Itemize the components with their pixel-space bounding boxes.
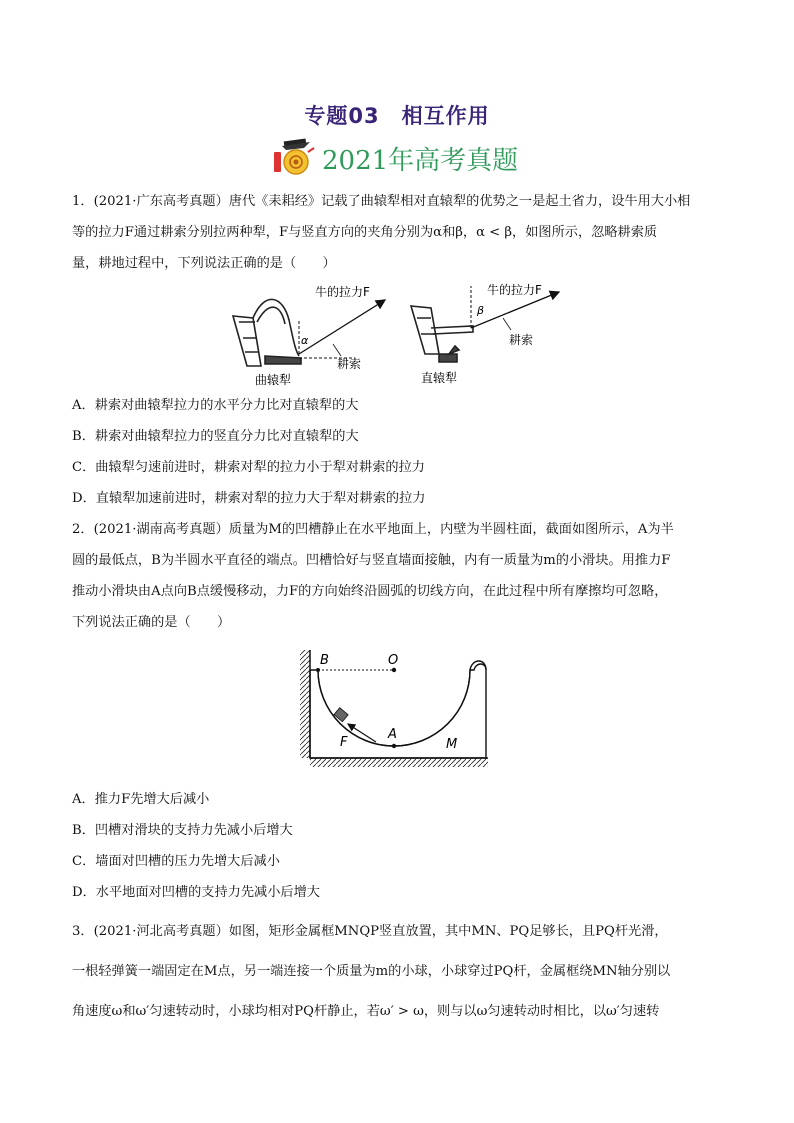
point-o: [392, 668, 396, 672]
left-rope-label: 耕索: [337, 357, 362, 371]
q1-stem-line-2: 等的拉力F通过耕索分别拉两种犁，F与竖直方向的夹角分别为α和β，α < β，如图所示，忽略耕索质: [72, 225, 658, 240]
q1-plough-figure: [225, 278, 585, 390]
q2-groove-figure: [296, 644, 496, 774]
right-rope-force-arrow: [471, 292, 559, 328]
label-f: F: [340, 735, 348, 750]
point-b: [316, 668, 320, 672]
straight-plough-drawing: [411, 306, 473, 362]
q1-stem-line-1: 1．(2021·广东高考真题）唐代《耒耜经》记载了曲辕犁相对直辕犁的优势之一是起土省力，设牛用大小相: [72, 194, 691, 209]
curved-plough-drawing: [233, 299, 301, 366]
q1-option-d[interactable]: D．直辕犁加速前进时，耕索对犁的拉力大于犁对耕索的拉力: [72, 491, 426, 506]
subtitle-banner: [270, 138, 530, 178]
right-rope-label: 耕索: [509, 333, 534, 347]
q3-stem-line-1: 3．(2021·河北高考真题）如图，矩形金属框MNQP竖直放置，其中MN、PQ足够长，且PQ杆光滑，: [72, 924, 668, 939]
left-angle-label: α: [301, 334, 309, 347]
left-force-label: 牛的拉力F: [315, 285, 370, 299]
exam-badge-icon: [274, 138, 318, 178]
page-subtitle: 2021年高考真题: [322, 146, 519, 176]
left-rope-force-arrow: [299, 300, 385, 354]
right-caption: 直辕犁: [421, 371, 458, 385]
q2-option-d[interactable]: D．水平地面对凹槽的支持力先减小后增大: [72, 885, 320, 900]
wall-hatch: [300, 650, 310, 758]
q3-stem-line-3: 角速度ω和ω′匀速转动时，小球均相对PQ杆静止，若ω′ > ω，则与以ω匀速转动时相比，以ω′匀速转: [72, 1004, 660, 1019]
q1-option-a[interactable]: A．耕索对曲辕犁拉力的水平分力比对直辕犁的大: [72, 398, 359, 413]
label-o: O: [388, 653, 399, 668]
q3-stem-line-2: 一根轻弹簧一端固定在M点，另一端连接一个质量为m的小球，小球穿过PQ杆，金属框绕MN轴分别以: [72, 964, 671, 979]
q1-option-c[interactable]: C．曲辕犁匀速前进时，耕索对犁的拉力小于犁对耕索的拉力: [72, 460, 425, 475]
page-title: 专题03 相互作用: [304, 104, 490, 128]
q2-stem-line-2: 圆的最低点，B为半圆水平直径的端点。凹槽恰好与竖直墙面接触，内有一质量为m的小滑块。用推力F: [72, 553, 671, 568]
q2-option-a[interactable]: A．推力F先增大后减小: [72, 792, 210, 807]
label-b: B: [320, 653, 329, 668]
groove-body: [310, 664, 486, 758]
q1-option-b[interactable]: B．耕索对曲辕犁拉力的竖直分力比对直辕犁的大: [72, 429, 359, 444]
q2-option-b[interactable]: B．凹槽对滑块的支持力先减小后增大: [72, 823, 293, 838]
point-a: [392, 744, 396, 748]
q2-stem-line-1: 2．(2021·湖南高考真题）质量为M的凹槽静止在水平地面上，内壁为半圆柱面，截面如图所示，A为半: [72, 522, 674, 537]
label-a: A: [388, 727, 397, 742]
ground-hatch: [310, 758, 488, 767]
q2-option-c[interactable]: C．墙面对凹槽的压力先增大后减小: [72, 854, 280, 869]
right-force-label: 牛的拉力F: [487, 283, 542, 297]
q2-stem-line-4: 下列说法正确的是（ ）: [72, 615, 231, 630]
left-caption: 曲辕犁: [255, 373, 292, 387]
label-m: M: [446, 737, 458, 752]
right-angle-label: β: [477, 304, 485, 317]
q1-stem-line-3: 量，耕地过程中，下列说法正确的是（ ）: [72, 256, 336, 271]
q2-stem-line-3: 推动小滑块由A点向B点缓慢移动，力F的方向始终沿圆弧的切线方向，在此过程中所有摩擦均可忽略，: [72, 584, 668, 599]
